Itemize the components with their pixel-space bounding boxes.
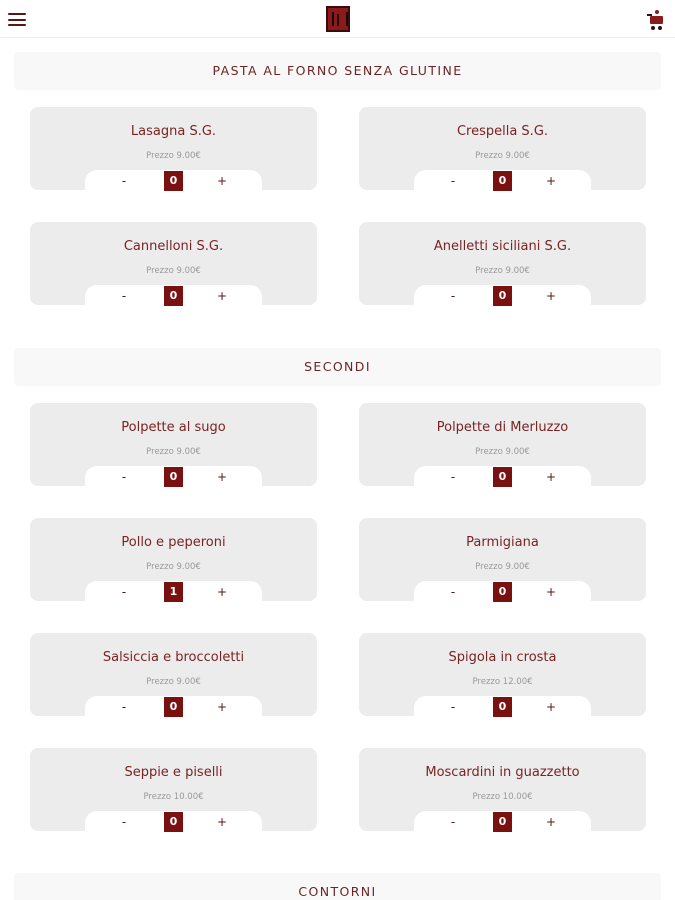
quantity-stepper	[414, 696, 591, 718]
quantity-field[interactable]: 0	[164, 286, 183, 306]
quantity-stepper	[85, 170, 262, 192]
quantity-field[interactable]: 0	[164, 697, 183, 717]
menu-item-card	[359, 403, 646, 486]
item-name: Cannelloni S.G.	[123, 239, 224, 254]
increment-button[interactable]: +	[545, 470, 557, 484]
item-price: Prezzo 10.00€	[472, 792, 533, 802]
menu-item-card	[359, 518, 646, 601]
increment-button[interactable]: +	[216, 289, 228, 303]
quantity-stepper	[414, 285, 591, 307]
item-price: Prezzo 12.00€	[472, 677, 533, 687]
item-price: Prezzo 9.00€	[146, 447, 201, 457]
decrement-button[interactable]: -	[450, 700, 456, 714]
quantity-stepper	[85, 696, 262, 718]
menu-item-card	[30, 633, 317, 716]
item-name: Seppie e piselli	[124, 765, 223, 780]
increment-button[interactable]: +	[216, 585, 228, 599]
item-name: Crespella S.G.	[456, 124, 549, 139]
increment-button[interactable]: +	[545, 585, 557, 599]
decrement-button[interactable]: -	[450, 585, 456, 599]
menu-item-card	[30, 222, 317, 305]
item-name: Pollo e peperoni	[121, 535, 226, 550]
decrement-button[interactable]: -	[121, 700, 127, 714]
quantity-stepper	[414, 581, 591, 603]
increment-button[interactable]: +	[545, 174, 557, 188]
quantity-stepper	[414, 170, 591, 192]
increment-button[interactable]: +	[545, 700, 557, 714]
menu-item-card	[359, 222, 646, 305]
quantity-field[interactable]: 0	[164, 467, 183, 487]
item-price: Prezzo 10.00€	[143, 792, 204, 802]
menu-item-card	[359, 633, 646, 716]
decrement-button[interactable]: -	[121, 815, 127, 829]
restaurant-logo[interactable]	[326, 6, 350, 32]
item-name: Parmigiana	[466, 535, 539, 550]
quantity-field[interactable]: 0	[493, 467, 512, 487]
quantity-stepper	[85, 811, 262, 833]
menu-item-card	[30, 403, 317, 486]
item-price: Prezzo 9.00€	[475, 447, 530, 457]
section-header-contorni: CONTORNI	[14, 873, 661, 900]
quantity-field[interactable]: 0	[493, 171, 512, 191]
increment-button[interactable]: +	[216, 470, 228, 484]
hamburger-menu-icon[interactable]	[8, 13, 26, 26]
decrement-button[interactable]: -	[121, 470, 127, 484]
item-name: Salsiccia e broccoletti	[102, 650, 245, 665]
quantity-field[interactable]: 0	[493, 812, 512, 832]
item-price: Prezzo 9.00€	[146, 677, 201, 687]
increment-button[interactable]: +	[216, 815, 228, 829]
item-price: Prezzo 9.00€	[475, 562, 530, 572]
decrement-button[interactable]: -	[121, 585, 127, 599]
section-header-pasta: PASTA AL FORNO SENZA GLUTINE	[14, 52, 661, 90]
item-name: Anelletti siciliani S.G.	[433, 239, 572, 254]
item-price: Prezzo 9.00€	[146, 266, 201, 276]
quantity-field[interactable]: 1	[164, 582, 183, 602]
decrement-button[interactable]: -	[450, 815, 456, 829]
item-price: Prezzo 9.00€	[475, 266, 530, 276]
decrement-button[interactable]: -	[450, 289, 456, 303]
decrement-button[interactable]: -	[450, 174, 456, 188]
shopping-cart-icon[interactable]	[647, 9, 667, 31]
menu-item-card	[359, 107, 646, 190]
menu-item-card	[30, 518, 317, 601]
menu-item-card	[359, 748, 646, 831]
quantity-stepper	[414, 466, 591, 488]
quantity-field[interactable]: 0	[493, 582, 512, 602]
quantity-stepper	[85, 285, 262, 307]
top-app-bar	[0, 0, 675, 38]
item-name: Moscardini in guazzetto	[425, 765, 580, 780]
item-name: Polpette di Merluzzo	[436, 420, 569, 435]
item-name: Lasagna S.G.	[130, 124, 217, 139]
item-price: Prezzo 9.00€	[475, 151, 530, 161]
item-price: Prezzo 9.00€	[146, 562, 201, 572]
quantity-stepper	[85, 466, 262, 488]
increment-button[interactable]: +	[216, 174, 228, 188]
quantity-stepper	[414, 811, 591, 833]
item-name: Polpette al sugo	[121, 420, 226, 435]
increment-button[interactable]: +	[216, 700, 228, 714]
item-name: Spigola in crosta	[448, 650, 557, 665]
quantity-field[interactable]: 0	[493, 697, 512, 717]
quantity-stepper	[85, 581, 262, 603]
decrement-button[interactable]: -	[121, 289, 127, 303]
quantity-field[interactable]: 0	[493, 286, 512, 306]
section-header-secondi: SECONDI	[14, 348, 661, 386]
increment-button[interactable]: +	[545, 289, 557, 303]
quantity-field[interactable]: 0	[164, 171, 183, 191]
menu-item-card	[30, 107, 317, 190]
quantity-field[interactable]: 0	[164, 812, 183, 832]
menu-item-card	[30, 748, 317, 831]
decrement-button[interactable]: -	[450, 470, 456, 484]
item-price: Prezzo 9.00€	[146, 151, 201, 161]
increment-button[interactable]: +	[545, 815, 557, 829]
decrement-button[interactable]: -	[121, 174, 127, 188]
